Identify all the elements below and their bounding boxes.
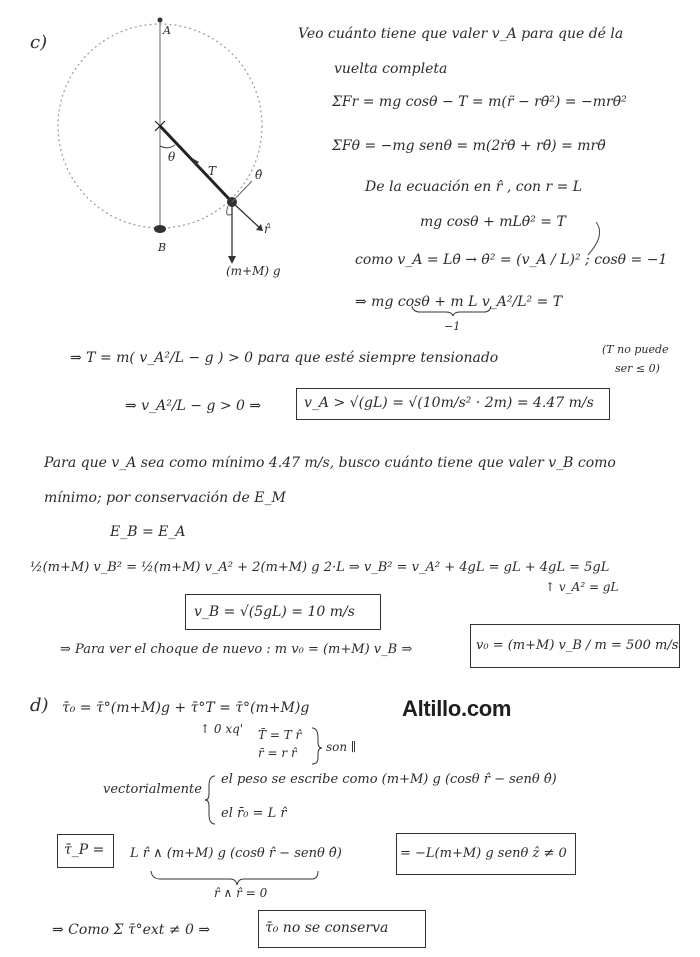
va-result: v_A > √(gL) = √(10m/s² · 2m) = 4.47 m/s [304, 395, 594, 411]
como-line-d: ⇒ Como Σ τ̄°ext ≠ 0 ⇒ [52, 922, 211, 938]
t-note-1: (T no puede [602, 343, 669, 356]
vectorial-label: vectorialmente [103, 782, 202, 797]
zero-note: ↑ 0 xq' [200, 722, 244, 736]
right-brace [312, 728, 322, 764]
cross-product-note: r̂ ∧ r̂ = 0 [214, 886, 268, 900]
under-minus-one: −1 [444, 320, 461, 333]
energy-expanded: ½(m+M) v_B² = ½(m+M) v_A² + 2(m+M) g 2·L ⇒ v_B² = v_A² + 4gL = gL + 4gL = 5gL [30, 560, 610, 575]
torque-equation: τ̄₀ = τ̄°(m+M)g + τ̄°T = τ̄°(m+M)g [62, 700, 310, 716]
section-d-label: d) [30, 695, 49, 716]
eq-sum-ftheta: ΣFθ = −mg senθ = m(2ṙθ̇ + rθ̈) = mrθ̈ [332, 138, 606, 154]
paragraph-line-1: Para que v_A sea como mínimo 4.47 m/s, busco cuánto tiene que valer v_B como [44, 455, 616, 471]
t-note-2: ser ≤ 0) [615, 362, 660, 375]
tau-p-label: τ̄_P = [64, 842, 105, 858]
section-c-label: c) [30, 32, 48, 53]
underbrace [151, 871, 318, 885]
point-a-label: A [163, 24, 171, 37]
parallel-2: r̄ = r r̂ [258, 746, 297, 760]
theta-hat-label: θ̂ [255, 168, 263, 182]
va-squared-note: ↑ v_A² = gL [545, 580, 619, 594]
v0-result: v₀ = (m+M) v_B / m = 500 m/s [476, 638, 679, 653]
theta-hat-vector [232, 181, 252, 202]
point-b-label: B [158, 241, 167, 254]
parallel-1: T̄ = T r̂ [258, 728, 302, 742]
weight-vector-line: el peso se escribe como (m+M) g (cosθ r̂ − senθ θ̂) [221, 772, 557, 787]
como-line: como v_A = Lθ̇ → θ̇² = (v_A / L)² ; cosθ = −1 [355, 252, 668, 268]
r0-line: el r̄₀ = L r̂ [221, 806, 287, 821]
curved-arrow [588, 222, 600, 255]
intro-line-1: Veo cuánto tiene que valer v_A para que dé la [298, 26, 624, 42]
left-brace [205, 776, 215, 824]
r-hat-vector [232, 202, 262, 230]
t-condition: ⇒ T = m( v_A²/L − g ) > 0 para que esté siempre tensionado [70, 350, 499, 366]
theta-label: θ [168, 150, 176, 164]
tension-label: T [208, 164, 217, 178]
choque-line: ⇒ Para ver el choque de nuevo : m v₀ = (m+M) v_B ⇒ [60, 642, 413, 657]
vb-result: v_B = √(5gL) = 10 m/s [194, 604, 355, 620]
watermark-logo: Altillo.com [402, 696, 512, 721]
eq-tension: mg cosθ + mLθ̇² = T [420, 214, 566, 230]
parallel-word: son ∥ [326, 740, 357, 754]
tau-p-expression: L r̂ ∧ (m+M) g (cosθ r̂ − senθ θ̂) [130, 846, 342, 861]
point-b-marker [154, 225, 166, 233]
from-r-equation: De la ecuación en r̂ , con r = L [365, 179, 583, 195]
eq-substituted: ⇒ mg cosθ + m L v_A²/L² = T [355, 294, 563, 310]
tau-p-result: = −L(m+M) g senθ ẑ ≠ 0 [400, 846, 567, 861]
r-hat-label: r̂ [264, 222, 270, 236]
eq-sum-fr: ΣFr = mg cosθ − T = m(r̈ − rθ̇²) = −mrθ̇² [332, 94, 627, 110]
paragraph-line-2: mínimo; por conservación de E_M [44, 490, 286, 506]
energy-equation: E_B = E_A [110, 524, 186, 540]
final-result: τ̄₀ no se conserva [265, 920, 389, 936]
theta-arc-at-mass [227, 206, 232, 215]
theta-arc [160, 145, 175, 148]
va-condition: ⇒ v_A²/L − g > 0 ⇒ [125, 398, 262, 414]
weight-arrowhead [228, 256, 236, 264]
point-a-marker [158, 18, 163, 23]
weight-label: (m+M) g [226, 264, 281, 278]
intro-line-2: vuelta completa [334, 61, 448, 77]
